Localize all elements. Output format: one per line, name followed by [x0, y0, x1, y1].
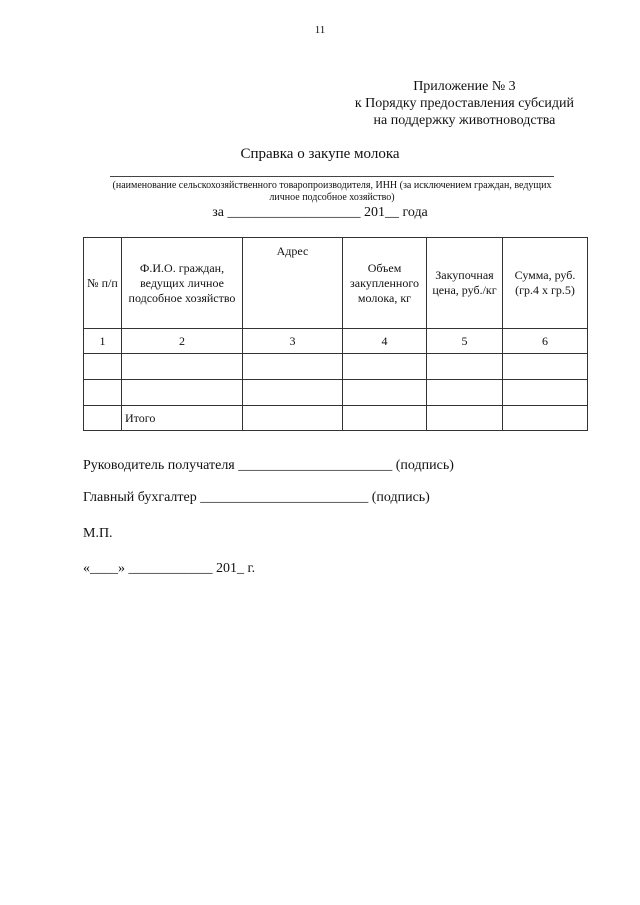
- column-number: 1: [84, 329, 122, 354]
- table-header-row: [84, 238, 588, 329]
- column-number: 3: [243, 329, 343, 354]
- header-address: Адрес: [243, 238, 343, 329]
- table-cell[interactable]: [343, 380, 427, 406]
- report-period: за ___________________ 201__ года: [212, 205, 428, 220]
- column-number-row: [84, 329, 588, 354]
- table-cell[interactable]: [503, 406, 588, 431]
- document-title: Справка о закупе молока: [240, 146, 400, 162]
- table-cell[interactable]: [243, 354, 343, 380]
- header-full-name: Ф.И.О. граждан, ведущих личное подсобное хозяйство: [122, 238, 243, 329]
- total-row: [84, 406, 588, 431]
- header-sum: Сумма, руб. (гр.4 х гр.5): [503, 238, 588, 329]
- column-number: 2: [122, 329, 243, 354]
- producer-caption: [90, 180, 574, 204]
- table-cell[interactable]: [503, 380, 588, 406]
- table-cell[interactable]: [427, 380, 503, 406]
- accountant-signature-line: Главный бухгалтер ________________________ (подпись): [83, 490, 430, 505]
- column-number: 6: [503, 329, 588, 354]
- table-cell[interactable]: [243, 406, 343, 431]
- appendix-line-1: Приложение № 3: [413, 79, 516, 94]
- appendix-header: [355, 78, 574, 129]
- table-cell[interactable]: [122, 380, 243, 406]
- head-signature-line: Руководитель получателя ______________________ (подпись): [83, 458, 454, 473]
- page-number: 11: [314, 24, 326, 36]
- appendix-line-3: на поддержку животноводства: [373, 113, 556, 128]
- table-cell[interactable]: [503, 354, 588, 380]
- table-cell[interactable]: [427, 406, 503, 431]
- table-cell[interactable]: [243, 380, 343, 406]
- header-price: Закупочная цена, руб./кг: [427, 238, 503, 329]
- table-cell[interactable]: [343, 406, 427, 431]
- caption-line-2: личное подсобное хозяйство): [269, 192, 395, 203]
- column-number: 5: [427, 329, 503, 354]
- caption-line-1: (наименование сельскохозяйственного товаропроизводителя, ИНН (за исключением граждан, ведущих: [112, 180, 552, 191]
- header-number: № п/п: [84, 238, 122, 329]
- table-cell[interactable]: [84, 354, 122, 380]
- table-cell[interactable]: [343, 354, 427, 380]
- column-number: 4: [343, 329, 427, 354]
- stamp-place: М.П.: [83, 526, 113, 541]
- date-line: «____» ____________ 201_ г.: [83, 561, 256, 576]
- table-row: [84, 380, 588, 406]
- table-cell[interactable]: [122, 354, 243, 380]
- table-row: [84, 354, 588, 380]
- appendix-line-2: к Порядку предоставления субсидий: [354, 96, 574, 111]
- producer-name-line: [110, 176, 554, 177]
- table-cell[interactable]: [427, 354, 503, 380]
- table-cell: [84, 406, 122, 431]
- total-label: Итого: [122, 406, 243, 431]
- table-cell[interactable]: [84, 380, 122, 406]
- header-volume: Объем закупленного молока, кг: [343, 238, 427, 329]
- purchase-table: [83, 237, 588, 431]
